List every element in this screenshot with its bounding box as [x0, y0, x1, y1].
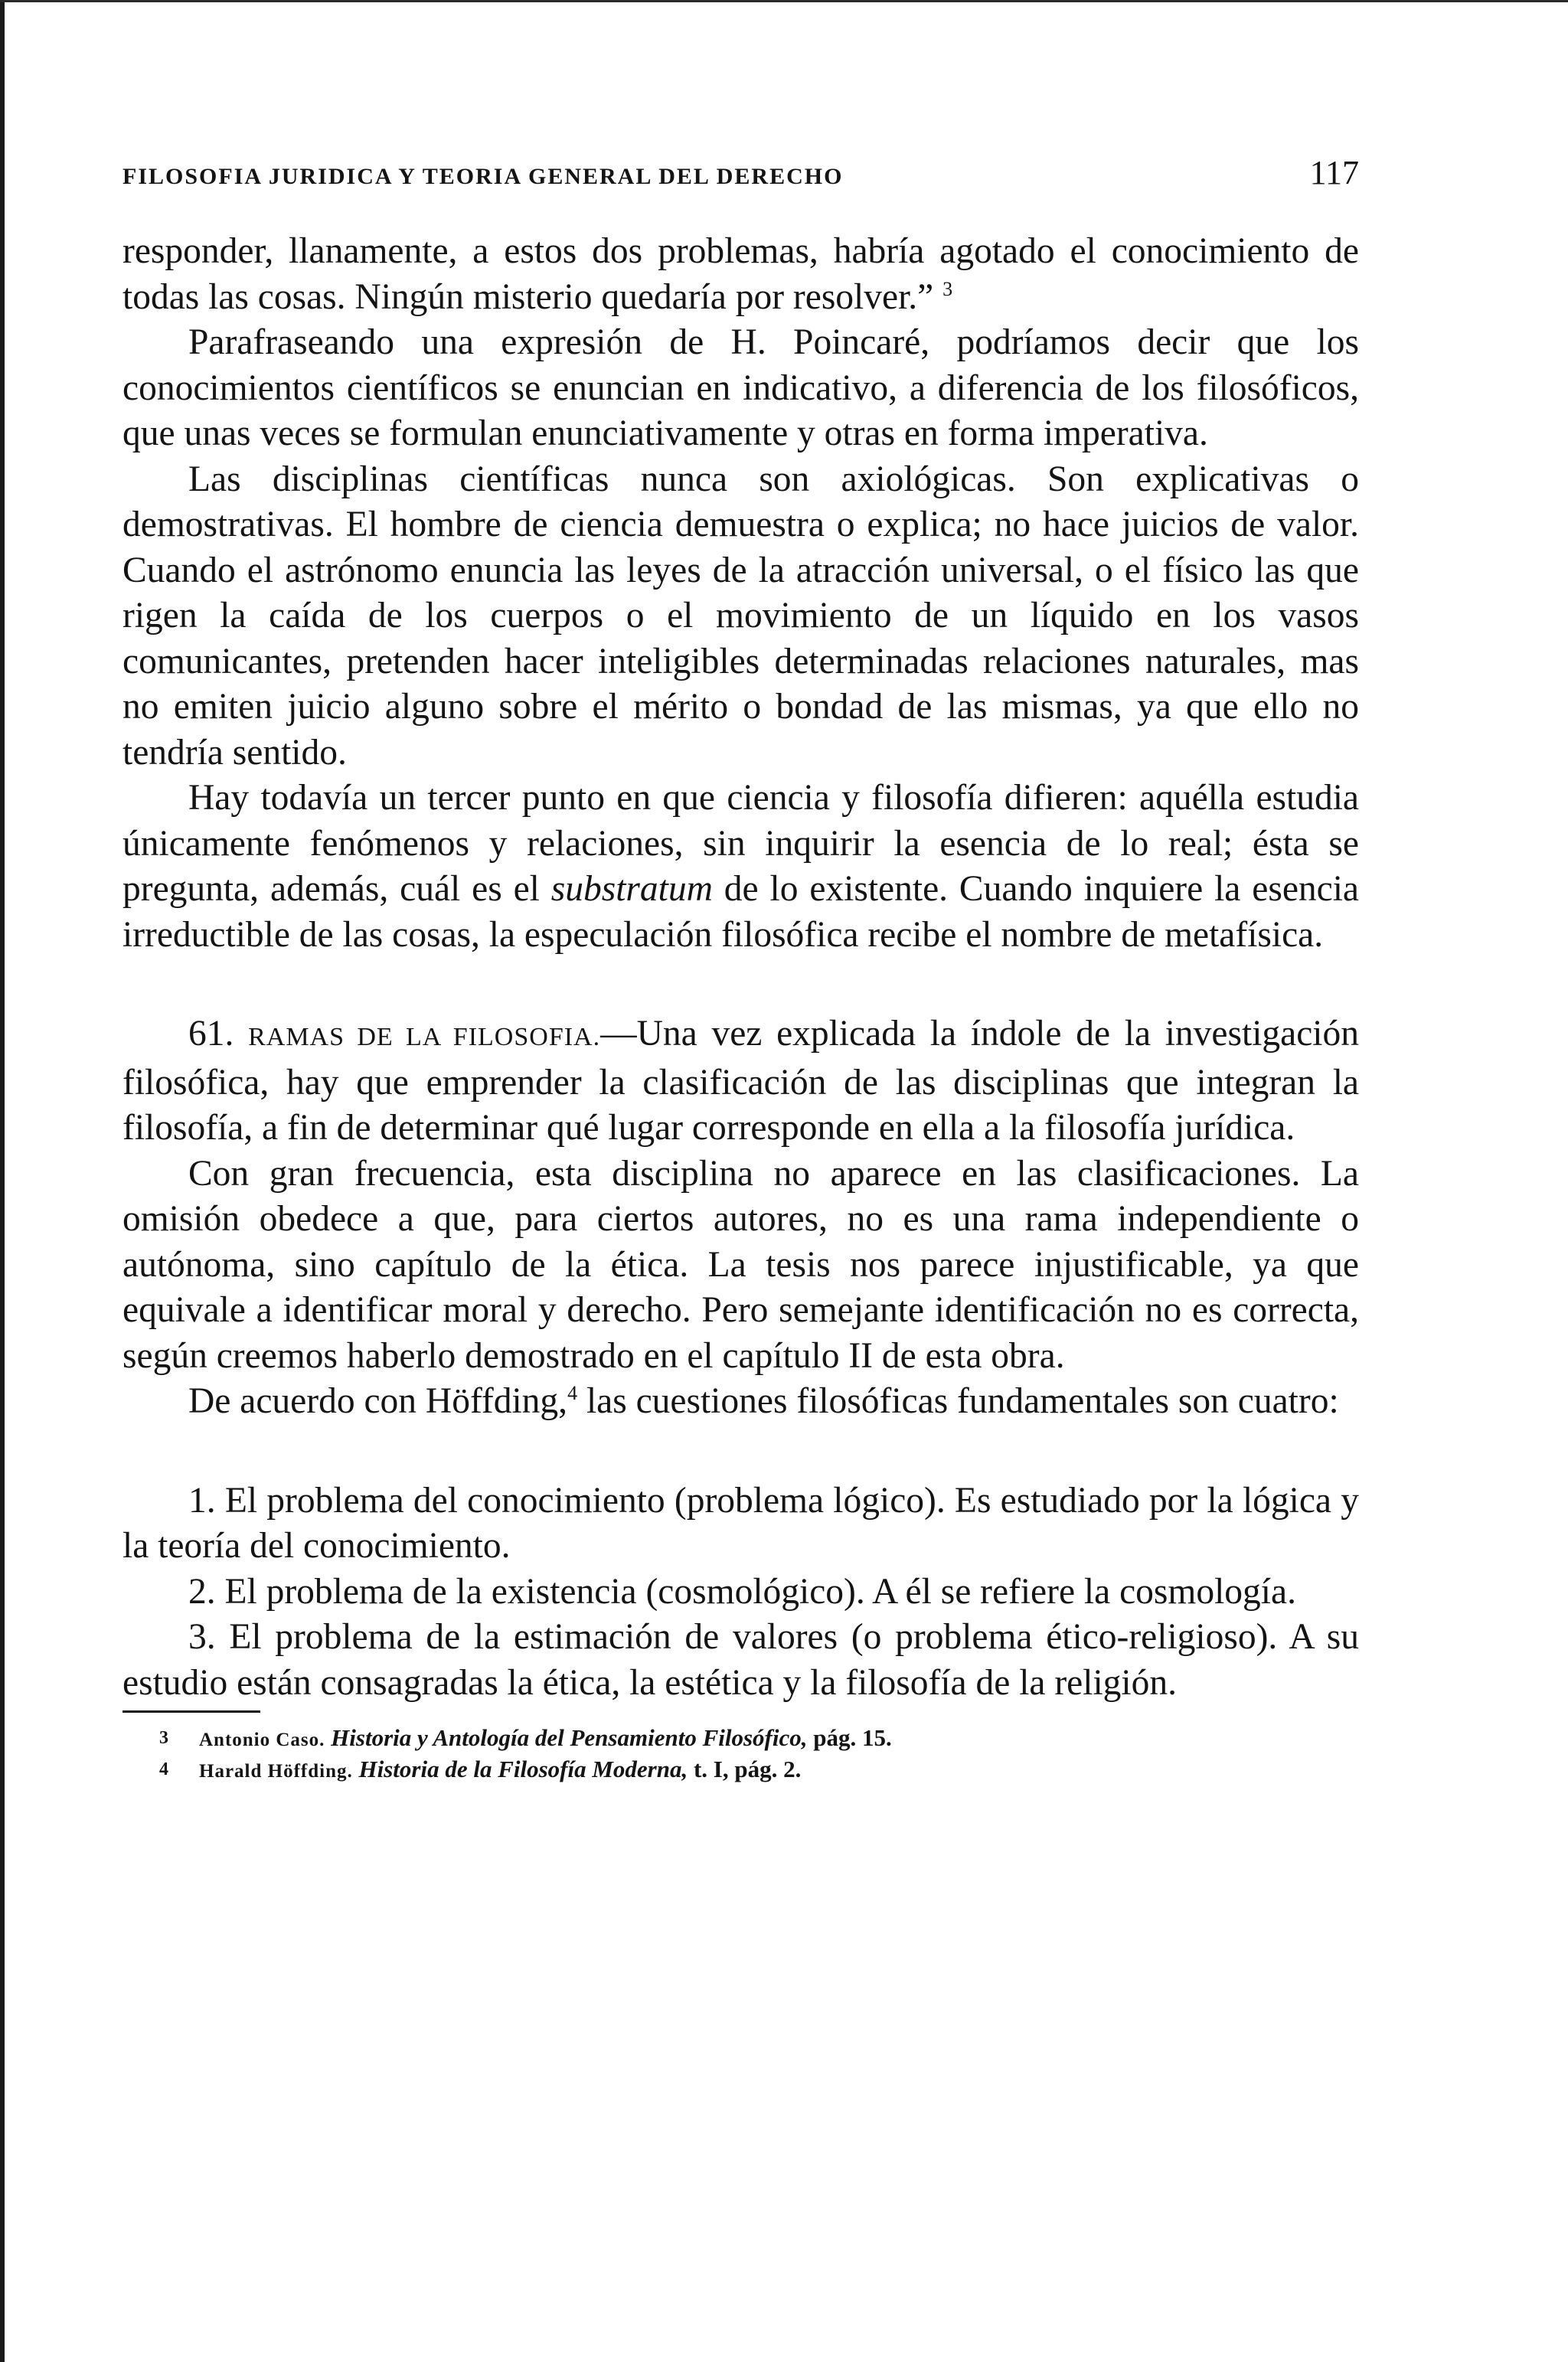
paragraph-poincare: Parafraseando una expresión de H. Poincaré, podríamos decir que los conocimientos científicos se enuncian en indicativo, a diferencia de los filosóficos, que unas veces se formulan enunciativamente y otras en forma imperativa. — [122, 322, 1359, 453]
list-item-2: 2. El problema de la existencia (cosmológico). A él se refiere la cosmología. — [188, 1571, 1296, 1612]
section-text: —Una vez explicada la índole de la investigación filosófica, hay que emprender la clasificación de las disciplinas que integran la filosofía, a fin de determinar qué lugar corresponde en ella a la filosofía jurídica. — [122, 1014, 1360, 1148]
footnote-ref: pág. 15. — [813, 1724, 892, 1751]
paragraph-text: Hay todavía un tercer punto en que ciencia y filosofía difieren: aquélla estudia únicamente fenómenos y relaciones, sin inquirir la esencia de lo real; ésta se pregunta, además, cuál es el — [122, 778, 1359, 909]
footnote-4 — [159, 1755, 1359, 1786]
footnote-title: Historia y Antología del Pensamiento Filosófico, — [331, 1724, 808, 1751]
paragraph-continuation — [122, 229, 1359, 320]
paragraph-metaphysics — [122, 776, 1359, 958]
paragraph-text: de lo existente. Cuando inquiere la esencia irreductible de las cosas, la especulación filosófica recibe el nombre de metafísica. — [122, 869, 1360, 955]
footnote-author: Antonio Caso. — [199, 1730, 325, 1750]
page-number: 117 — [1309, 154, 1359, 191]
footnotes — [122, 1723, 1359, 1786]
footnote-title: Historia de la Filosofía Moderna, — [358, 1756, 688, 1782]
list-item-1: 1. El problema del conocimiento (problema lógico). Es estudiado por la lógica y la teoría del conocimiento. — [122, 1480, 1359, 1566]
running-head — [122, 153, 1359, 192]
book-page — [122, 153, 1359, 1786]
footnote-mark: 3 — [159, 1728, 168, 1748]
footnote-ref: t. I, pág. 2. — [693, 1756, 802, 1782]
paragraph-axiological: Las disciplinas científicas nunca son axiológicas. Son explicativas o demostrativas. El hombre de ciencia demuestra o explica; no hace juicios de valor. Cuando el astrónomo enuncia las leyes de la atracción universal, o el físico las que rigen la caída de los cuerpos o el movimiento de un líquido en los vasos comunicantes, pretenden hacer inteligibles determinadas relaciones naturales, mas no emiten juicio alguno sobre el mérito o bondad de las mismas, ya que ello no tendría sentido. — [122, 459, 1359, 773]
paragraph-text: responder, llanamente, a estos dos problemas, habría agotado el conocimiento de todas las cosas. Ningún misterio quedaría por resolver.” — [122, 231, 1359, 317]
scan-edge-left — [0, 0, 5, 2362]
footnote-ref-3: 3 — [942, 277, 953, 300]
paragraph-text: las cuestiones filosóficas fundamentales son cuatro: — [586, 1381, 1339, 1421]
footnote-ref-4: 4 — [567, 1382, 578, 1405]
footnote-3 — [159, 1723, 1359, 1755]
scan-edge-top — [0, 0, 1568, 2]
section-number: 61. — [188, 1014, 234, 1054]
list-item-3: 3. El problema de la estimación de valores (o problema ético-religioso). A su estudio están consagradas la ética, la estética y la filosofía de la religión. — [122, 1617, 1359, 1703]
footnote-mark: 4 — [159, 1759, 168, 1779]
paragraph-text: De acuerdo con Höffding, — [188, 1381, 568, 1421]
footnote-author: Harald Höffding. — [199, 1761, 353, 1782]
section-title: RAMAS DE LA FILOSOFIA. — [248, 1023, 601, 1051]
footnote-rule — [122, 1710, 260, 1713]
paragraph-hoffding — [122, 1379, 1359, 1425]
emphasis-substratum: substratum — [550, 869, 713, 909]
paragraph-classification: Con gran frecuencia, esta disciplina no aparece en las clasificaciones. La omisión obedece a que, para ciertos autores, no es una rama independiente o autónoma, sino capítulo de la ética. La tesis nos parece injustificable, ya que equivale a identificar moral y derecho. Pero semejante identificación no es correcta, según creemos haberlo demostrado en el capítulo II de esta obra. — [122, 1153, 1359, 1376]
footnote-text — [199, 1755, 801, 1786]
body-text — [122, 229, 1359, 1706]
footnote-text — [199, 1723, 892, 1755]
running-title: FILOSOFIA JURIDICA Y TEORIA GENERAL DEL DERECHO — [122, 164, 844, 189]
section-61 — [122, 1011, 1359, 1152]
